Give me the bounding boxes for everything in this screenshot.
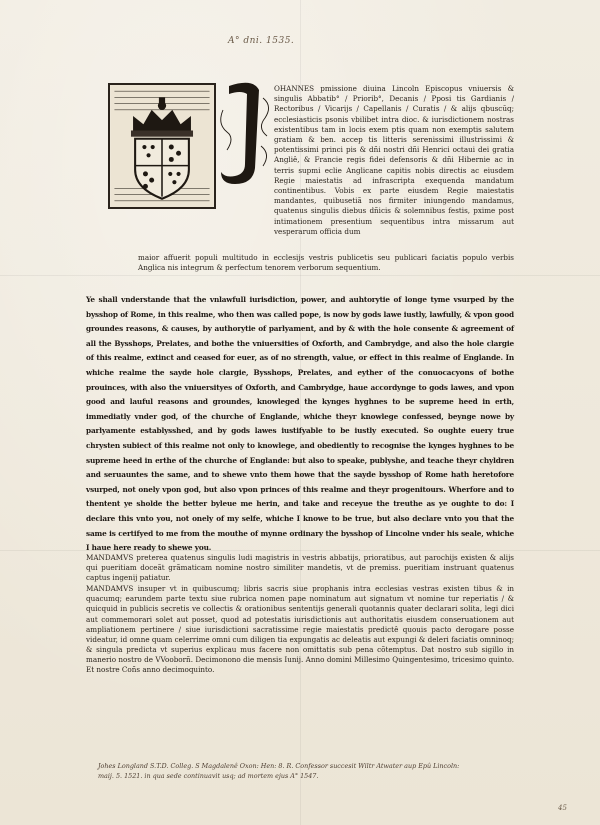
royal-arms-woodcut <box>108 83 216 209</box>
date-note: A° dni. 1535. <box>228 36 295 46</box>
proclamation-text: Ye shall vnderstande that the vnlawfull iurisdiction, power, and auhtorytie of longe tyme vsurped by the bysshop of Rome, in this realme, who then was called pope, is now by gods lawe iustly, lawfully, & vpon good groundes reasons, & causes, by authorytie of parlyament, and by & with the hole consente & agreement of all the Bysshops, Prelates, and bothe the vniuersities of Oxforth, and Cambrydge, and also the hole clargie of this realme, extinct and ceased for euer, as of no strength, value, or effect in this realme of Englande. In whiche realme the sayde hole clargie, Bysshops, Prelates, and eyther of the conuocacyons of bothe prouinces, with also the vniuersityes of Oxforth, and Cambrydge, haue accordynge to gods lawes, and vpon good and lauful reasons and groundes, knowleged the kynges hyghnes to be supreme heed in erth, immediatly vnder god, of the churche of Englande, whiche theyr knowlege confessed, beynge nowe by parlyamente establysshed, and by gods lawes iustifyable to be iustly executed. So oughte euery true chrysten subiect of this realme not only to knowlege, and obediently to recognise the kynges hyghnes to be supreme heed in erthe of the churche of Englande: but also to speake, publyshe, and teache theyr chyldren and seruauntes the same, and to shewe vnto them howe that the sayde bysshop of Rome hath heretofore vsurped, not onely vpon god, but also vpon princes of this realme and theyr progenitours. Wherfore and to thentent ye sholde the better byleue me herin, and take and receyue the treuthe as ye oughte to do: I declare this vnto you, not onely of my selfe, whiche I knowe to be true, but also declare vnto you that the same is certifyed to me from the mouthe of mynne ordinary the bysshop of Lincolne vnder his seale, whiche I haue here ready to shewe you. <box>86 295 514 553</box>
mandamus-paragraph-2: MANDAMVS insuper vt in quibuscumq; libris sacris siue prophanis intra ecclesias vestras existen tibus & in quacumq; earundem parte textu siue rubrica nomen pape nominatum aut signatum vt nomine tur reperiatis / & quicquid in publicis secretis ve collectis & orationibus sententijs generali quotannis quater declarari solita, legi dici aut commemorari solet aut posset, quod ad potestatis iurisdictionis aut authoritatis eiusdem conseruationem aut ampliationem pertinere / siue iurisdictioni sacratissime regie maiestatis predictê quouis pacto derogare posse videatur, id omne quam celerrime omni cum diligen tia expungatis ac deleatis aut expungi & deleri faciatis omninoq; & singula predicta vt superius explicau mus facere non omittatis sub pena cõtemptus. Dat nostro sub sigillo in manerio nostro de VVooborñ. Decimonono die mensis Iunij. Anno domini Millesimo Quingentesimo, tricesimo quinto. Et nostre Coñs anno decimoquinto. <box>86 584 514 675</box>
fold-line <box>0 275 600 276</box>
annotation-line-2: maij. 5. 1521. in qua sede continuavit usq; ad mortem ejus A° 1547. <box>98 772 319 780</box>
preamble-continuation-text: maior affuerit populi multitudo in ecclesijs vestris publicetis seu publicari faciatis populo verbis Anglica nis integrum & perfectum tenorem verborum sequentium. <box>138 253 514 273</box>
annotation-line-1: Johes Longland S.T.D. Colleg. S Magdalenê Oxon: Hen: 8. R. Confessor succesit Wiltr Atwater aup Epû Lincoln: <box>98 762 460 770</box>
mandamus-paragraph-1: MANDAMVS preterea quatenus singulis ludi magistris in vestris abbatijs, prioratibus, aut parochijs existen & alijs qui pueritiam doceãt grãmaticam nomine nostro similiter mandetis, vt de premiss. pueritiam instruant quatenus captus ingenij patiatur. <box>86 553 514 583</box>
initial-letter-icon <box>214 80 276 190</box>
page-mark: 45 <box>558 804 567 812</box>
manuscript-annotation <box>98 761 538 781</box>
english-proclamation <box>86 293 514 556</box>
latin-preamble <box>274 84 514 237</box>
decorated-initial-j <box>214 80 276 190</box>
latin-mandates <box>86 553 514 676</box>
latin-preamble-continuation <box>138 253 514 273</box>
preamble-text: OHANNES pmissione diuina Lincoln Episcopus vniuersis & singulis Abbatib° / Priorib°, Decanis / Pposi tis Gardianis / Rectoribus / Vicarijs / Capellanis / Curatis / & alijs qbuscūq; ecclesiasticis psonis vbilibet intra dioc. & iurisdictionem nostras existentibus tam in locis exem ptis quam non exemptis salutem gratiam & ben. accep tis litteris serenissimi illustrissimi & potentissimi princi pis & dñi nostri dñi Henrici octaui dei gratia Angliê, & Francie regis fidei defensoris & dñi Hibernie ac in terris supmi eclie Anglicane capitis nobis directis ac eiusdem Regie maiestatis ad infrascripta exequenda mandatum continentibus. Vobis ex parte eiusdem Regie maiestatis mandantes, quibusetiã nos firmiter iniungendo mandamus, quatenus singulis diebus dñicis & solemnibus festis, pxime post intimationem presentium sequentibus intra missarum aut vesperarum officia dum <box>274 84 514 236</box>
royal-arms-icon <box>110 85 214 207</box>
